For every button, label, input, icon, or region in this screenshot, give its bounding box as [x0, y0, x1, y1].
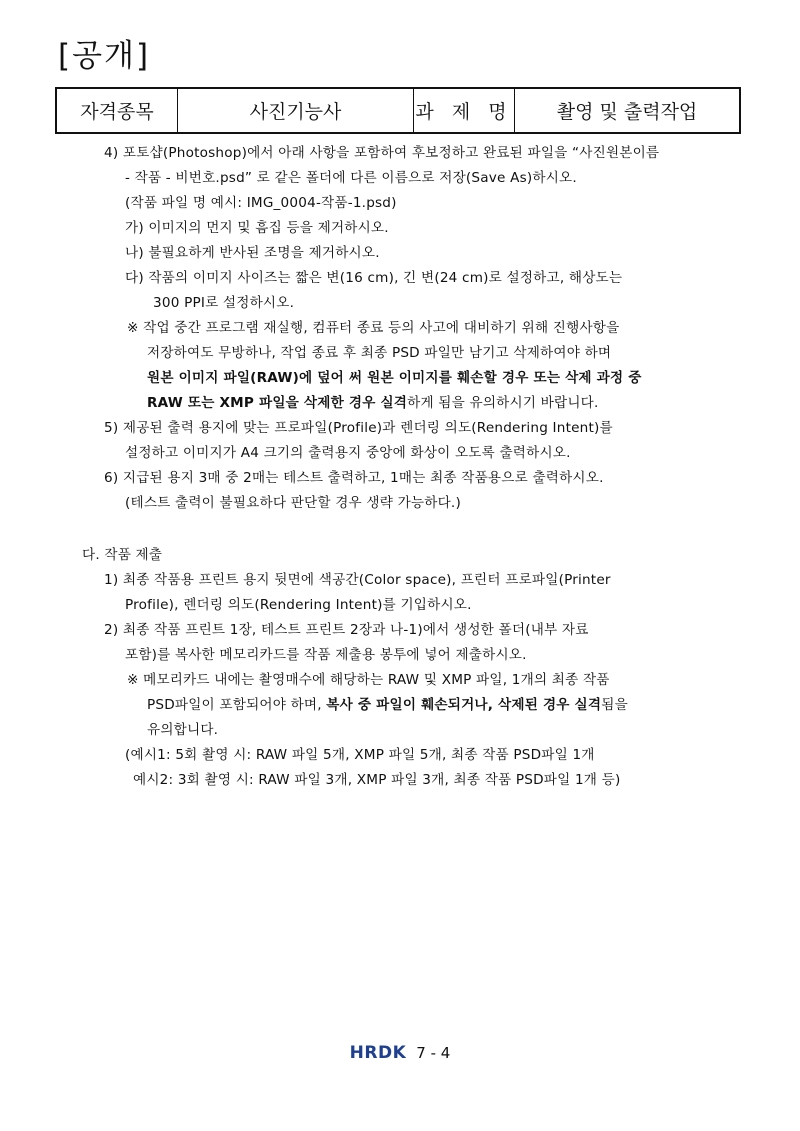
item-5-line-2: 설정하고 이미지가 A4 크기의 출력용지 중앙에 화상이 오도록 출력하시오. — [125, 445, 571, 461]
submit-2-line-1: 2) 최종 작품 프린트 1장, 테스트 프린트 2장과 나-1)에서 생성한 폴더(내부 자료 — [104, 622, 589, 638]
item-4-note-line-2: 저장하여도 무방하나, 작업 종료 후 최종 PSD 파일만 남기고 삭제하여야 하며 — [147, 345, 612, 361]
submit-2-line-2: 포함)를 복사한 메모리카드를 작품 제출용 봉투에 넣어 제출하시오. — [125, 647, 527, 663]
note-start: PSD파일이 포함되어야 하며, — [147, 697, 327, 713]
submit-note-line-2 — [147, 693, 628, 713]
note-end: 됨을 — [601, 697, 628, 713]
hrdk-logo: HRDK — [349, 1043, 407, 1063]
damage-warning: 복사 중 파일이 훼손되거나, 삭제된 경우 실격 — [326, 697, 602, 713]
page-number: 7 - 4 — [416, 1044, 451, 1062]
item-4-line-1: 4) 포토샵(Photoshop)에서 아래 사항을 포함하여 후보정하고 완료된 파일을 “사진원본이름 — [104, 145, 660, 161]
task-value: 촬영 및 출력작업 — [515, 88, 741, 133]
item-4-example: (작품 파일 명 예시: IMG_0004-작품-1.psd) — [125, 195, 397, 211]
item-4-da-line-1: 다) 작품의 이미지 사이즈는 짧은 변(16 cm), 긴 변(24 cm)로 설정하고, 해상도는 — [125, 270, 623, 286]
example-1: (예시1: 5회 촬영 시: RAW 파일 5개, XMP 파일 5개, 최종 작품 PSD파일 1개 — [125, 747, 595, 763]
item-4-note-line-1: ※ 작업 중간 프로그램 재실행, 컴퓨터 종료 등의 사고에 대비하기 위해 진행사항을 — [127, 320, 620, 336]
example-2: 예시2: 3회 촬영 시: RAW 파일 3개, XMP 파일 3개, 최종 작품 PSD파일 1개 등) — [133, 772, 621, 788]
item-4-da-line-2: 300 PPI로 설정하시오. — [153, 295, 295, 311]
item-4-na: 나) 불필요하게 반사된 조명을 제거하시오. — [125, 245, 380, 261]
item-6-line-1: 6) 지급된 용지 3매 중 2매는 테스트 출력하고, 1매는 최종 작품용으로 출력하시오. — [104, 470, 604, 486]
item-4-ga: 가) 이미지의 먼지 및 흠집 등을 제거하시오. — [125, 220, 389, 236]
qualification-label: 자격종목 — [56, 88, 178, 133]
item-6-line-2: (테스트 출력이 불필요하다 판단할 경우 생략 가능하다.) — [125, 495, 461, 511]
submit-1-line-2: Profile), 렌더링 의도(Rendering Intent)를 기입하시오. — [125, 597, 472, 613]
item-4-note-line-3: 원본 이미지 파일(RAW)에 덮어 써 원본 이미지를 훼손할 경우 또는 삭제 과정 중 — [147, 370, 642, 386]
section-heading: 다. 작품 제출 — [82, 547, 163, 563]
page-footer — [0, 1043, 800, 1063]
task-label: 과 제 명 — [414, 88, 515, 133]
submit-note-line-1: ※ 메모리카드 내에는 촬영매수에 해당하는 RAW 및 XMP 파일, 1개의 최종 작품 — [127, 672, 610, 688]
submit-1-line-1: 1) 최종 작품용 프린트 용지 뒷면에 색공간(Color space), 프린터 프로파일(Printer — [104, 572, 611, 588]
note-tail: 하게 됨을 유의하시기 바랍니다. — [407, 395, 599, 411]
submit-note-line-3: 유의합니다. — [147, 722, 219, 738]
item-4-note-line-4 — [147, 391, 599, 411]
item-5-line-1: 5) 제공된 출력 용지에 맞는 프로파일(Profile)과 렌더링 의도(Rendering Intent)를 — [104, 420, 613, 436]
qualification-value: 사진기능사 — [178, 88, 414, 133]
item-4-line-2: - 작품 - 비번호.psd” 로 같은 폴더에 다른 이름으로 저장(Save As)하시오. — [125, 170, 577, 186]
disqualification-warning: RAW 또는 XMP 파일을 삭제한 경우 실격 — [147, 395, 408, 411]
disclosure-tag: [공개] — [58, 38, 151, 74]
exam-info-table — [55, 87, 741, 134]
